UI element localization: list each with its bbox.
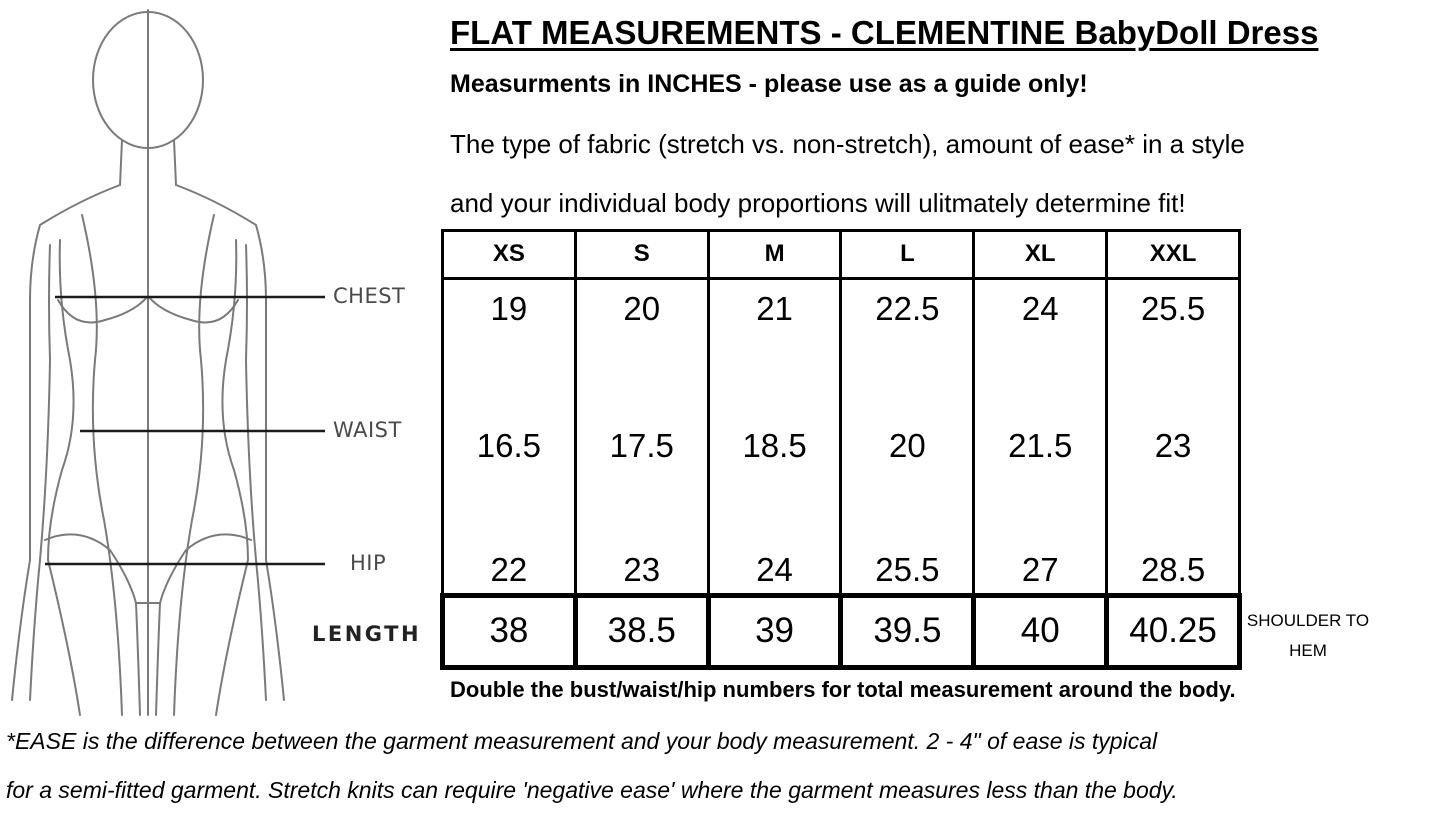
ease-note-line-2: for a semi-fitted garment. Stretch knits can require 'negative ease' where the garment measures less than the body.: [6, 777, 1178, 803]
length-note-line-2: HEM: [1289, 641, 1327, 660]
size-header-xs: XS: [443, 231, 576, 279]
length-cell: 40: [974, 595, 1107, 667]
length-label: LENGTH: [312, 622, 422, 646]
size-header-xxl: XXL: [1107, 231, 1240, 279]
hip-cell: 23: [575, 524, 708, 596]
length-note-line-1: SHOULDER TO: [1246, 611, 1370, 630]
double-measurement-note: Double the bust/waist/hip numbers for total measurement around the body.: [450, 677, 1236, 702]
length-cell: 40.25: [1107, 595, 1240, 667]
length-cell: 38.5: [575, 595, 708, 667]
chest-cell: 25.5: [1107, 278, 1240, 368]
hip-cell: 22: [443, 524, 576, 596]
chest-row: [443, 278, 1240, 368]
body-outline-drawing: [0, 0, 440, 720]
waist-cell: 23: [1107, 369, 1240, 524]
page-title: FLAT MEASUREMENTS - CLEMENTINE BabyDoll Dress: [450, 14, 1319, 51]
chest-cell: 19: [443, 278, 576, 368]
length-note: [1243, 606, 1373, 666]
waist-cell: 16.5: [443, 369, 576, 524]
chest-label: CHEST: [333, 284, 406, 308]
hip-label: HIP: [350, 551, 387, 575]
chest-cell: 22.5: [841, 278, 974, 368]
intro-line-1: The type of fabric (stretch vs. non-stretch), amount of ease* in a style: [450, 129, 1245, 159]
waist-cell: 21.5: [974, 369, 1107, 524]
intro-line-2: and your individual body proportions will ulitmately determine fit!: [450, 188, 1186, 218]
size-header-s: S: [575, 231, 708, 279]
waist-cell: 18.5: [708, 369, 841, 524]
hip-cell: 24: [708, 524, 841, 596]
length-cell: 39: [708, 595, 841, 667]
waist-label: WAIST: [333, 418, 402, 442]
length-cell: 38: [443, 595, 576, 667]
body-measurement-figure: [0, 0, 440, 720]
waist-cell: 17.5: [575, 369, 708, 524]
ease-note-line-1: *EASE is the difference between the garment measurement and your body measurement. 2 - 4" of ease is typical: [6, 728, 1158, 754]
waist-cell: 20: [841, 369, 974, 524]
size-chart-table: [440, 229, 1242, 670]
waist-row: [443, 369, 1240, 524]
size-header-l: L: [841, 231, 974, 279]
subtitle: Measurments in INCHES - please use as a guide only!: [450, 70, 1088, 98]
chest-cell: 21: [708, 278, 841, 368]
hip-cell: 27: [974, 524, 1107, 596]
length-row: [443, 595, 1240, 667]
hip-cell: 25.5: [841, 524, 974, 596]
hip-cell: 28.5: [1107, 524, 1240, 596]
size-header-m: M: [708, 231, 841, 279]
chest-cell: 20: [575, 278, 708, 368]
hip-row: [443, 524, 1240, 596]
size-header-row: [443, 231, 1240, 279]
chest-cell: 24: [974, 278, 1107, 368]
size-header-xl: XL: [974, 231, 1107, 279]
length-cell: 39.5: [841, 595, 974, 667]
